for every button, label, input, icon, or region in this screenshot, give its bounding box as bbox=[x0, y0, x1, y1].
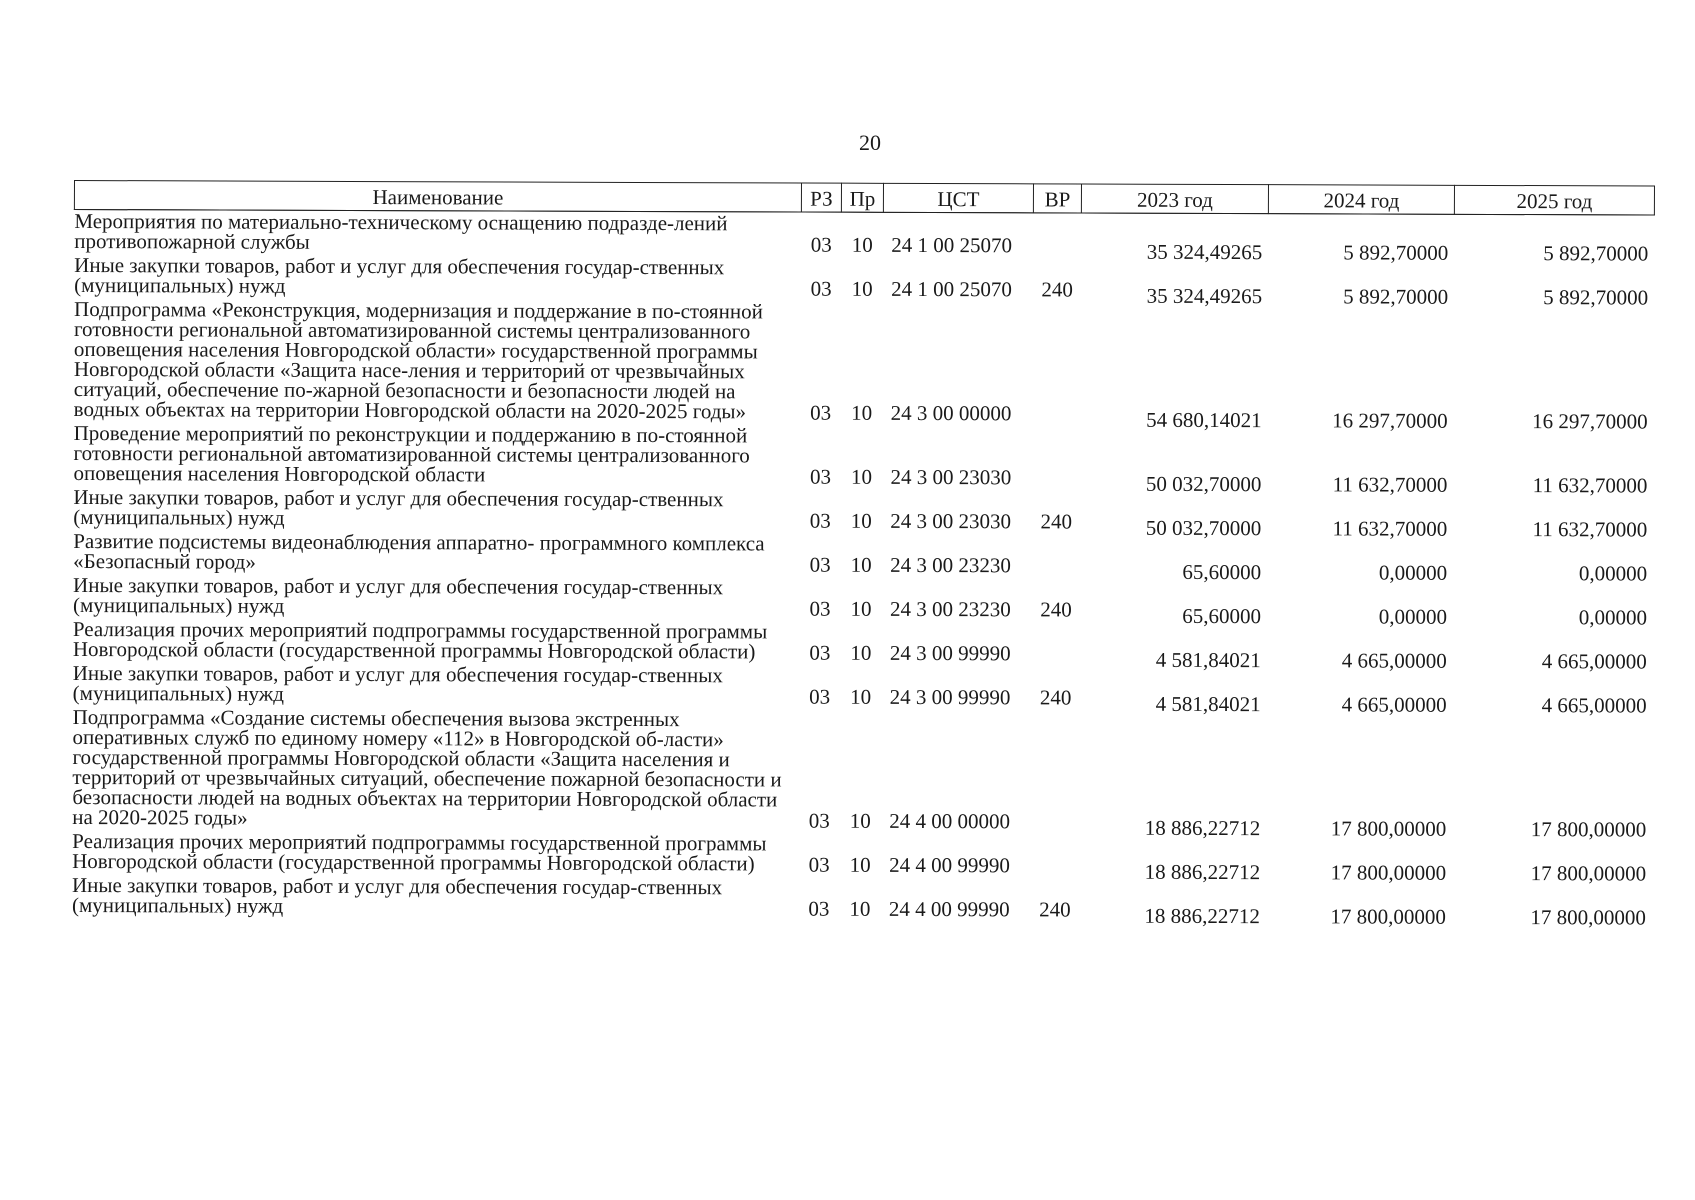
row-cst: 24 4 00 00000 bbox=[889, 808, 1011, 834]
value-2025: 4 665,00000 bbox=[1541, 649, 1647, 674]
row-vr bbox=[1033, 301, 1081, 425]
value-2023: 35 324,49265 bbox=[1146, 239, 1263, 265]
row-cst: 24 3 00 23030 bbox=[890, 464, 1012, 490]
value-2024: 11 632,70000 bbox=[1332, 472, 1448, 497]
value-2023: 54 680,14021 bbox=[1146, 407, 1262, 433]
row-2023 bbox=[1080, 534, 1267, 585]
table-row bbox=[74, 298, 1654, 428]
row-2025 bbox=[1454, 259, 1654, 310]
value-2023: 50 032,70000 bbox=[1145, 471, 1262, 497]
page-number: 20 bbox=[859, 130, 881, 155]
value-2025: 17 800,00000 bbox=[1530, 817, 1647, 842]
value-2025: 0,00000 bbox=[1578, 605, 1648, 630]
row-pr: 10 bbox=[850, 596, 872, 621]
value-2024: 4 665,00000 bbox=[1341, 648, 1447, 673]
row-2025 bbox=[1453, 579, 1653, 630]
row-name: Подпрограмма «Реконструкция, модернизация и поддержание в по-стоянной готовности региональной автоматизированной системы централизованного оповещения населения Новгородской области» государственной программы Новгородской области «Защита насе-ления и территорий от чрезвычайных ситуаций, обеспечение по-жарной безопасности и безопасности людей на водных объектах на территории Новгородской области на 2020-2025 годы» bbox=[73, 297, 763, 424]
row-pr: 10 bbox=[850, 508, 872, 533]
row-2023 bbox=[1080, 666, 1267, 717]
value-2025: 17 800,00000 bbox=[1530, 861, 1647, 886]
row-2024 bbox=[1267, 622, 1453, 673]
row-pr: 10 bbox=[849, 808, 871, 833]
row-cst: 24 3 00 99990 bbox=[889, 684, 1011, 710]
value-2023: 35 324,49265 bbox=[1146, 283, 1263, 309]
row-2023 bbox=[1081, 302, 1268, 433]
row-2023 bbox=[1080, 490, 1267, 541]
value-2023: 4 581,84021 bbox=[1155, 647, 1261, 673]
row-name: Иные закупки товаров, работ и услуг для обеспечения государ-ственных (муниципальных) нужд bbox=[73, 484, 724, 530]
row-vr bbox=[1032, 621, 1080, 665]
value-2024: 11 632,70000 bbox=[1332, 516, 1448, 541]
row-rz: 03 bbox=[809, 464, 832, 489]
row-cst: 24 3 00 99990 bbox=[889, 640, 1011, 666]
row-cst: 24 3 00 23230 bbox=[889, 596, 1011, 622]
row-pr: 10 bbox=[850, 464, 873, 489]
row-2024 bbox=[1267, 490, 1453, 541]
row-rz: 03 bbox=[808, 808, 830, 833]
value-2023: 50 032,70000 bbox=[1145, 515, 1262, 541]
row-pr: 10 bbox=[851, 232, 873, 257]
header-2023: 2023 год bbox=[1081, 184, 1268, 214]
row-2023 bbox=[1079, 834, 1266, 885]
row-name: Иные закупки товаров, работ и услуг для обеспечения государ-ственных (муниципальных) нужд bbox=[74, 253, 725, 298]
row-vr bbox=[1033, 213, 1081, 258]
row-2024 bbox=[1267, 578, 1453, 629]
value-2024: 17 800,00000 bbox=[1330, 904, 1446, 929]
value-2024: 5 892,70000 bbox=[1343, 240, 1449, 265]
budget-table bbox=[71, 180, 1655, 930]
row-name: Развитие подсистемы видеонаблюдения аппаратно- программного комплекса «Безопасный город» bbox=[73, 528, 765, 574]
row-name: Подпрограмма «Создание системы обеспечения вызова экстренных оперативных служб по единому номеру «112» в Новгородской об-ласти» государственной программы Новгородской области «Защита населения и территорий от чрезвычайных ситуаций, обеспечение пожарной безопасности и безопасности людей на водных объектах на территории Новгородской области на 2020-2025 годы» bbox=[72, 704, 782, 830]
row-rz: 03 bbox=[809, 596, 831, 621]
row-2023 bbox=[1080, 426, 1267, 497]
row-2025 bbox=[1453, 667, 1653, 718]
row-2025 bbox=[1452, 711, 1652, 842]
row-2025 bbox=[1454, 214, 1654, 266]
header-cst: ЦСТ bbox=[883, 183, 1033, 213]
header-2024: 2024 год bbox=[1268, 185, 1454, 215]
row-vr bbox=[1032, 533, 1080, 577]
row-rz: 03 bbox=[809, 684, 831, 709]
row-name: Иные закупки товаров, работ и услуг для обеспечения государ-ственных (муниципальных) нужд bbox=[71, 872, 723, 918]
row-2025 bbox=[1453, 491, 1653, 542]
value-2023: 18 886,22712 bbox=[1144, 903, 1260, 929]
value-2024: 17 800,00000 bbox=[1330, 860, 1447, 885]
value-2024: 4 665,00000 bbox=[1341, 692, 1447, 717]
row-pr: 10 bbox=[851, 400, 873, 425]
row-2023 bbox=[1080, 578, 1267, 629]
row-cst: 24 1 00 25070 bbox=[891, 276, 1012, 302]
row-cst: 24 3 00 23230 bbox=[890, 552, 1011, 578]
value-2023: 65,60000 bbox=[1182, 603, 1262, 629]
row-rz: 03 bbox=[809, 552, 831, 577]
value-2023: 18 886,22712 bbox=[1144, 859, 1261, 885]
row-pr: 10 bbox=[850, 684, 872, 709]
value-2025: 16 297,70000 bbox=[1532, 409, 1648, 434]
row-rz: 03 bbox=[810, 276, 832, 301]
row-2025 bbox=[1453, 623, 1653, 674]
row-pr: 10 bbox=[849, 852, 871, 877]
row-2025 bbox=[1452, 835, 1652, 886]
value-2025: 5 892,70000 bbox=[1543, 285, 1649, 310]
row-cst: 24 3 00 00000 bbox=[890, 400, 1012, 426]
row-rz: 03 bbox=[810, 232, 832, 257]
row-pr: 10 bbox=[849, 896, 871, 921]
row-rz: 03 bbox=[809, 640, 831, 665]
row-2024 bbox=[1266, 878, 1452, 929]
header-2025: 2025 год bbox=[1454, 185, 1654, 215]
row-vr: 240 bbox=[1040, 509, 1073, 534]
value-2025: 17 800,00000 bbox=[1530, 905, 1646, 930]
row-2024 bbox=[1267, 426, 1453, 497]
row-2025 bbox=[1452, 879, 1652, 930]
row-pr: 10 bbox=[850, 552, 872, 577]
value-2024: 5 892,70000 bbox=[1343, 284, 1449, 309]
row-2024 bbox=[1267, 666, 1453, 717]
value-2025: 11 632,70000 bbox=[1532, 517, 1648, 542]
row-2023 bbox=[1079, 878, 1266, 929]
table-row bbox=[74, 210, 1654, 260]
value-2025: 4 665,00000 bbox=[1541, 693, 1647, 718]
row-vr bbox=[1031, 709, 1079, 833]
row-rz: 03 bbox=[808, 852, 830, 877]
row-2024 bbox=[1267, 534, 1453, 585]
row-2023 bbox=[1081, 258, 1268, 309]
row-name: Мероприятия по материально-техническому оснащению подразде-лений противопожарной службы bbox=[74, 209, 728, 254]
row-rz: 03 bbox=[808, 896, 830, 921]
row-2024 bbox=[1266, 834, 1452, 885]
row-2024 bbox=[1268, 302, 1454, 433]
row-vr bbox=[1032, 425, 1080, 489]
row-name: Иные закупки товаров, работ и услуг для обеспечения государ-ственных (муниципальных) нужд bbox=[72, 660, 723, 706]
row-cst: 24 4 00 99990 bbox=[889, 852, 1010, 878]
row-vr: 240 bbox=[1039, 897, 1071, 922]
row-vr: 240 bbox=[1041, 277, 1073, 302]
row-name: Иные закупки товаров, работ и услуг для обеспечения государ-ственных (муниципальных) нужд bbox=[72, 572, 724, 618]
value-2025: 0,00000 bbox=[1578, 561, 1648, 586]
value-2023: 65,60000 bbox=[1182, 559, 1262, 585]
row-vr: 240 bbox=[1039, 685, 1072, 710]
row-cst: 24 3 00 23030 bbox=[890, 508, 1012, 534]
value-2024: 0,00000 bbox=[1378, 560, 1448, 585]
row-2024 bbox=[1268, 258, 1454, 309]
value-2024: 17 800,00000 bbox=[1330, 816, 1447, 841]
row-2025 bbox=[1453, 427, 1653, 498]
row-2024 bbox=[1268, 214, 1454, 265]
row-2023 bbox=[1081, 213, 1268, 265]
value-2023: 18 886,22712 bbox=[1144, 815, 1261, 841]
value-2024: 16 297,70000 bbox=[1332, 408, 1448, 433]
row-rz: 03 bbox=[810, 400, 832, 425]
table-row bbox=[72, 706, 1652, 836]
value-2023: 4 581,84021 bbox=[1155, 691, 1261, 717]
row-2024 bbox=[1266, 710, 1452, 841]
value-2024: 0,00000 bbox=[1378, 604, 1448, 629]
value-2025: 5 892,70000 bbox=[1543, 241, 1649, 266]
header-rz: РЗ bbox=[801, 183, 841, 212]
header-name: Наименование bbox=[74, 181, 801, 213]
row-name: Проведение мероприятий по реконструкции и поддержанию в по-стоянной готовности региональной автоматизированной системы централизованного оповещения населения Новгородской области bbox=[73, 421, 750, 487]
value-2025: 11 632,70000 bbox=[1532, 473, 1648, 498]
row-vr bbox=[1031, 833, 1079, 877]
row-vr: 240 bbox=[1040, 597, 1072, 622]
row-2025 bbox=[1453, 535, 1653, 586]
row-cst: 24 1 00 25070 bbox=[891, 232, 1013, 258]
row-2023 bbox=[1079, 710, 1266, 841]
header-vr: ВР bbox=[1033, 184, 1081, 213]
row-pr: 10 bbox=[850, 640, 872, 665]
row-rz: 03 bbox=[809, 508, 831, 533]
row-cst: 24 4 00 99990 bbox=[888, 896, 1010, 922]
row-name: Реализация прочих мероприятий подпрограммы государственной программы Новгородской области (государственной программы Новгородской области) bbox=[72, 828, 767, 876]
row-2025 bbox=[1454, 303, 1654, 434]
row-2023 bbox=[1080, 622, 1267, 673]
row-pr: 10 bbox=[851, 276, 873, 301]
row-name: Реализация прочих мероприятий подпрограммы государственной программы Новгородской области (государственной программы Новгородской области) bbox=[72, 616, 768, 664]
header-pr: Пр bbox=[841, 183, 883, 212]
